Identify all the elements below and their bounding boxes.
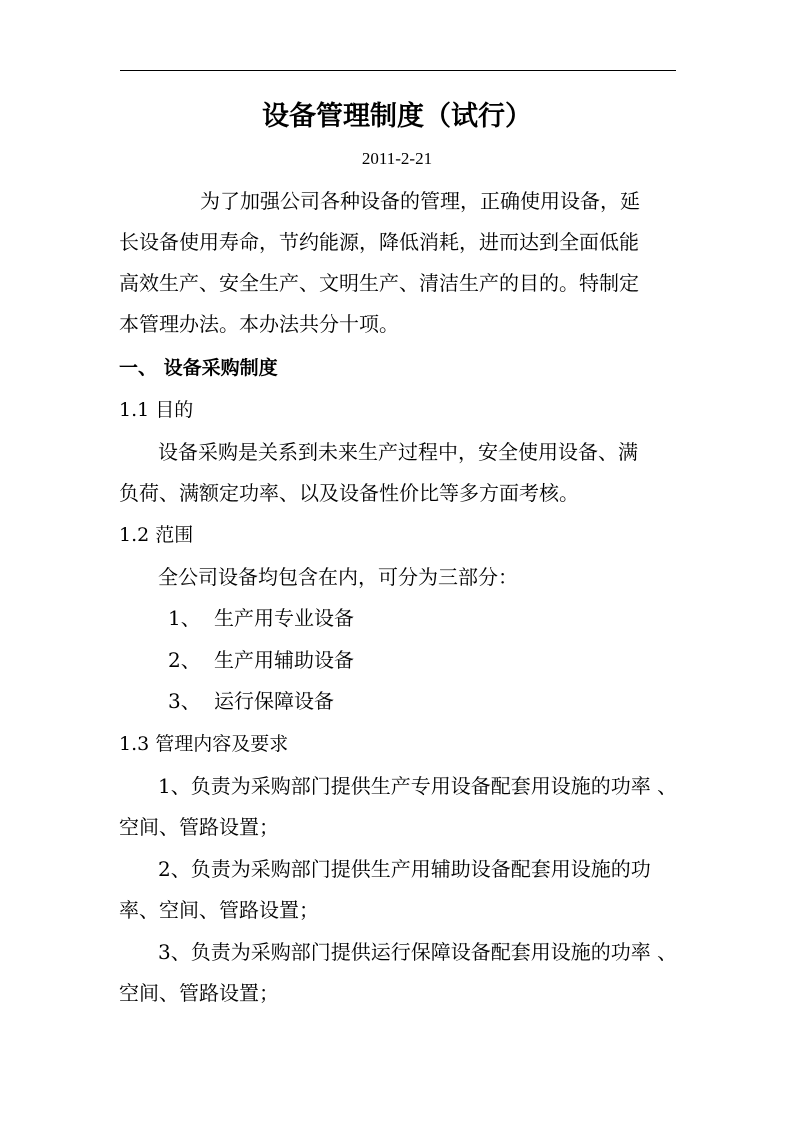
intro-line-1: 为了加强公司各种设备的管理，正确使用设备，延 <box>200 189 640 213</box>
requirement-2-line-1: 2、负责为采购部门提供生产用辅助设备配套用设施的功 <box>158 857 651 881</box>
scope-list-item <box>168 647 668 673</box>
subsection-requirements-label: 1.3 管理内容及要求 <box>119 733 289 755</box>
requirement-1-line-1: 1、负责为采购部门提供生产专用设备配套用设施的功率 、 <box>158 774 678 798</box>
scope-item-text: 运行保障设备 <box>214 689 334 713</box>
section-heading-procurement: 一、 设备采购制度 <box>119 357 278 379</box>
scope-item-number: 2、 <box>168 648 201 672</box>
requirement-1-line-2: 空间、管路设置； <box>119 815 279 839</box>
requirement-2-line-2: 率、空间、管路设置； <box>119 898 319 922</box>
scope-item-number: 1、 <box>168 606 201 630</box>
scope-item-text: 生产用专业设备 <box>214 606 354 630</box>
scope-list-item <box>168 688 668 714</box>
scope-list-item <box>168 605 668 631</box>
purpose-line-1: 设备采购是关系到未来生产过程中，安全使用设备、满 <box>158 440 638 464</box>
intro-line-4: 本管理办法。本办法共分十项。 <box>119 312 399 336</box>
intro-line-3: 高效生产、安全生产、文明生产、清洁生产的目的。特制定 <box>119 271 639 295</box>
document-title: 设备管理制度（试行） <box>262 101 532 132</box>
header-rule <box>120 70 676 71</box>
requirement-3-line-2: 空间、管路设置； <box>119 981 279 1005</box>
scope-item-text: 生产用辅助设备 <box>214 648 354 672</box>
intro-line-2: 长设备使用寿命，节约能源，降低消耗，进而达到全面低能 <box>119 230 639 254</box>
scope-intro: 全公司设备均包含在内，可分为三部分： <box>158 565 518 589</box>
purpose-line-2: 负荷、满额定功率、以及设备性价比等多方面考核。 <box>119 481 579 505</box>
subsection-scope-label: 1.2 范围 <box>119 524 194 546</box>
scope-item-number: 3、 <box>168 689 201 713</box>
subsection-purpose-label: 1.1 目的 <box>119 399 194 421</box>
requirement-3-line-1: 3、负责为采购部门提供运行保障设备配套用设施的功率 、 <box>158 940 678 964</box>
document-date: 2011-2-21 <box>361 149 433 168</box>
